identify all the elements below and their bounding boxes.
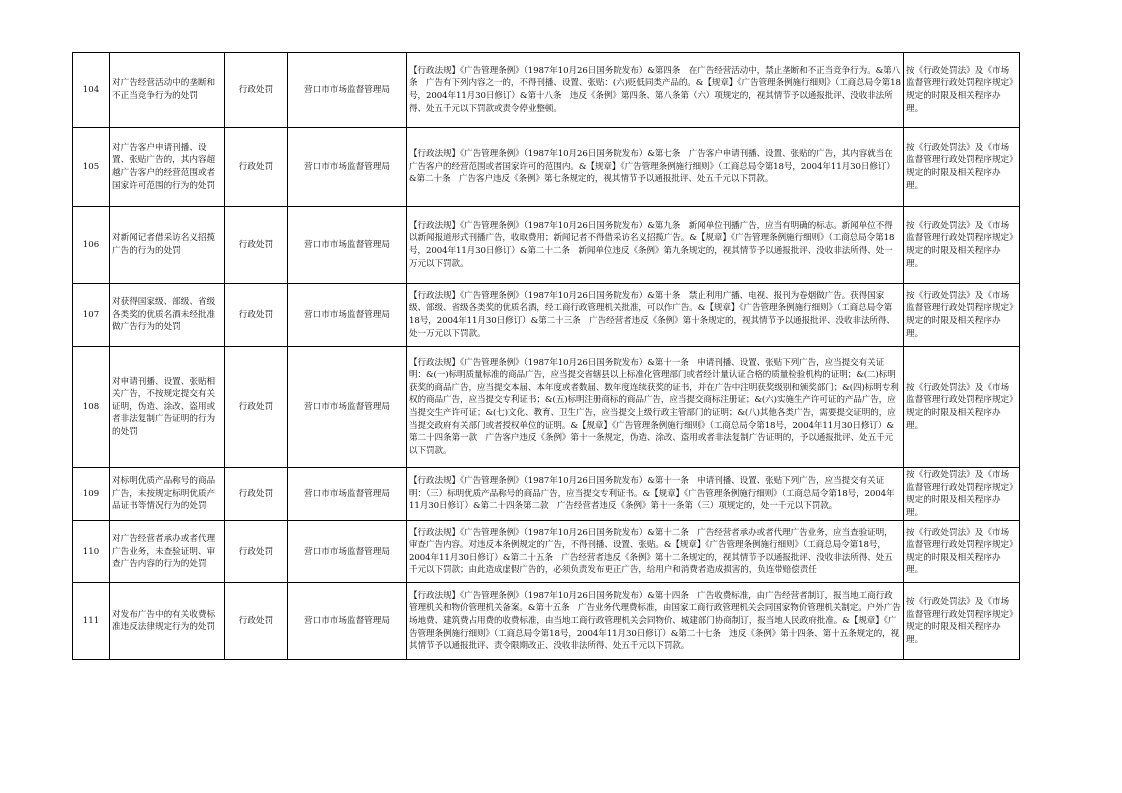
legal-basis: 【行政法规】《广告管理条例》（1987年10月26日国务院发布）&第十四条 广告收费标准，由广告经营者制订，报当地工商行政管理机关和物价管理机关备案。&第十五条 广告业务代理费标准，由国家工商行政管理机关会同国家物价管理机关制定。户外广告场地费、建筑费占用费的收费标准，由当地工商行政管理机关会同物价、城建部门协商制订，报当地人民政府批准。&【规章】《广告管理条例施行细则》（工商总局令第18号，2004年11月30日修订）&第二十七条 违反《条例》第十四条、第十五条规定的，视其情节予以通报批评、责令限期改正、没收非法所得、处五千元以下罚款。 — [407, 583, 904, 660]
item-type: 行政处罚 — [225, 521, 288, 583]
responsible-department: 营口市市场监督管理局 — [288, 207, 407, 284]
responsible-department: 营口市市场监督管理局 — [288, 53, 407, 128]
procedure-note: 按《行政处罚法》及《市场监督管理行政处罚程序规定》规定的时限及相关程序办理。 — [904, 347, 1020, 468]
legal-basis: 【行政法规】《广告管理条例》（1987年10月26日国务院发布）&第九条 新闻单位刊播广告，应当有明确的标志。新闻单位不得以新闻报道形式刊播广告，收取费用；新闻记者不得借采访名义招揽广告。&【规章】《广告管理条例施行细则》（工商总局令第18号，2004年11月30日修订）&第二十二条 新闻单位违反《条例》第九条规定的，视其情节予以通报批评、没收非法所得、处一万元以下罚款。 — [407, 207, 904, 284]
item-type: 行政处罚 — [225, 128, 288, 207]
row-number: 106 — [73, 207, 110, 284]
responsible-department: 营口市市场监督管理局 — [288, 128, 407, 207]
item-type: 行政处罚 — [225, 284, 288, 347]
item-type: 行政处罚 — [225, 207, 288, 284]
legal-basis: 【行政法规】《广告管理条例》（1987年10月26日国务院发布）&第十二条 广告经营者承办或者代理广告业务，应当查验证明，审查广告内容。对违反本条例规定的广告，不得刊播、设置、张贴。&【规章】《广告管理条例施行细则》（工商总局令第18号，2004年11月30日修订）&第二十五条 广告经营者违反《条例》第十二条规定的，视其情节予以通报批评、没收非法所得、处五千元以下罚款；由此造成虚假广告的，必须负责发布更正广告，给用户和消费者造成损害的，负连带赔偿责任 — [407, 521, 904, 583]
row-number: 111 — [73, 583, 110, 660]
legal-basis: 【行政法规】《广告管理条例》（1987年10月26日国务院发布）&第七条 广告客户申请刊播、设置、张贴的广告，其内容就当在广告客户的经营范围或者国家许可的范围内。&【规章】《广告管理条例施行细则》（工商总局令第18号，2004年11月30日修订）&第二十条 广告客户违反《条例》第七条规定的，视其情节予以通报批评、处五千元以下罚款。 — [407, 128, 904, 207]
item-name: 对发布广告中的有关收费标准违反法律规定行为的处罚 — [110, 583, 225, 660]
legal-basis: 【行政法规】《广告管理条例》（1987年10月26日国务院发布）&第四条 在广告经营活动中，禁止垄断和不正当竞争行为。&第八条 广告有下列内容之一的，不得刊播、设置、张贴：(六)贬低同类产品的。&【规章】《广告管理条例施行细则》（工商总局令第18号，2004年11月30日修订）&第十八条 违反《条例》第四条、第八条第（六）项规定的，视其情节予以通报批评、没收非法所得、处五千元以下罚款或责令停业整顿。 — [407, 53, 904, 128]
legal-basis: 【行政法规】《广告管理条例》（1987年10月26日国务院发布）&第十一条 申请刊播、设置、张贴下列广告，应当提交有关证明：&(一)标明质量标准的商品广告，应当提交省辖县以上标准化管理部门或者经计量认证合格的质量检验机构的证明；&(二)标明获奖的商品广告，应当提交本届、本年度或者数届、数年度连续获奖的证书，并在广告中注明获奖级别和颁奖部门；&(四)标明专利权的商品广告，应当提交专利证书；&(五)标明注册商标的商品广告，应当提交商标注册证；&(六)实施生产许可证的产品广告，应当提交生产许可证；&(七)文化、教育、卫生广告，应当提交上级行政主管部门的证明；&(八)其他各类广告，需要提交证明的，应当提交政府有关部门或者授权单位的证明。&【规章】《广告管理条例施行细则》（工商总局令第18号，2004年11月30日修订）&第二十四条第一款 广告客户违反《条例》第十一条规定，伪造、涂改、盗用或者非法复制广告证明的，予以通报批评、处五千元以下罚款。 — [407, 347, 904, 468]
table-row — [73, 207, 1020, 284]
responsible-department: 营口市市场监督管理局 — [288, 468, 407, 521]
legal-basis: 【行政法规】《广告管理条例》（1987年10月26日国务院发布）&第十条 禁止利用广播、电视、报刊为卷烟做广告。获得国家级、部级、省级各类奖的优质名酒，经工商行政管理机关批准，可以作广告。&【规章】《广告管理条例施行细则》（工商总局令第18号，2004年11月30日修订）&第二十三条 广告经营者违反《条例》第十条规定的，视其情节予以通报批评、没收非法所得、处一万元以下罚款。 — [407, 284, 904, 347]
procedure-note: 按《行政处罚法》及《市场监督管理行政处罚程序规定》规定的时限及相关程序办理。 — [904, 207, 1020, 284]
responsible-department: 营口市市场监督管理局 — [288, 284, 407, 347]
item-name: 对广告客户申请刊播、设置、张贴广告的，其内容超越广告客户的经营范围或者国家许可范围的行为的处罚 — [110, 128, 225, 207]
procedure-note: 按《行政处罚法》及《市场监督管理行政处罚程序规定》规定的时限及相关程序办理。 — [904, 583, 1020, 660]
procedure-note: 按《行政处罚法》及《市场监督管理行政处罚程序规定》规定的时限及相关程序办理。 — [904, 53, 1020, 128]
row-number: 110 — [73, 521, 110, 583]
table-row — [73, 53, 1020, 128]
item-name: 对广告经营活动中的垄断和不正当竞争行为的处罚 — [110, 53, 225, 128]
row-number: 107 — [73, 284, 110, 347]
procedure-note: 按《行政处罚法》及《市场监督管理行政处罚程序规定》规定的时限及相关程序办理。 — [904, 128, 1020, 207]
row-number: 104 — [73, 53, 110, 128]
item-type: 行政处罚 — [225, 53, 288, 128]
item-name: 对获得国家级、部级、省级各类奖的优质名酒未经批准做广告行为的处罚 — [110, 284, 225, 347]
table-row — [73, 583, 1020, 660]
row-number: 105 — [73, 128, 110, 207]
responsible-department: 营口市市场监督管理局 — [288, 583, 407, 660]
table-row — [73, 128, 1020, 207]
responsible-department: 营口市市场监督管理局 — [288, 347, 407, 468]
procedure-note: 按《行政处罚法》及《市场监督管理行政处罚程序规定》规定的时限及相关程序办理。 — [904, 468, 1020, 521]
item-table-body — [73, 53, 1020, 660]
item-name: 对新闻记者借采访名义招揽广告的行为的处罚 — [110, 207, 225, 284]
table-row — [73, 284, 1020, 347]
table-row — [73, 347, 1020, 468]
table-row — [73, 468, 1020, 521]
responsible-department: 营口市市场监督管理局 — [288, 521, 407, 583]
item-type: 行政处罚 — [225, 583, 288, 660]
procedure-note: 按《行政处罚法》及《市场监督管理行政处罚程序规定》规定的时限及相关程序办理。 — [904, 521, 1020, 583]
item-type: 行政处罚 — [225, 468, 288, 521]
row-number: 109 — [73, 468, 110, 521]
item-name: 对申请刊播、设置、张贴相关广告，不按规定提交有关证明，伪造、涂改、盗用或者非法复制广告证明的行为的处罚 — [110, 347, 225, 468]
table-row — [73, 521, 1020, 583]
row-number: 108 — [73, 347, 110, 468]
item-name: 对广告经营者承办或者代理广告业务，未查验证明、审查广告内容的行为的处罚 — [110, 521, 225, 583]
item-type: 行政处罚 — [225, 347, 288, 468]
item-table — [72, 52, 1020, 660]
item-name: 对标明优质产品称号的商品广告，未按规定标明优质产品证书等情况行为的处罚 — [110, 468, 225, 521]
procedure-note: 按《行政处罚法》及《市场监督管理行政处罚程序规定》规定的时限及相关程序办理。 — [904, 284, 1020, 347]
legal-basis: 【行政法规】《广告管理条例》（1987年10月26日国务院发布）&第十一条 申请刊播、设置、张贴下列广告，应当提交有关证明：（三）标明优质产品称号的商品广告，应当提交专利证书。&【规章】《广告管理条例施行细则》（工商总局令第18号，2004年11月30日修订）&第二十四条第二款 广告经营者违反《条例》第十一条第（三）项规定的，处一千元以下罚款。 — [407, 468, 904, 521]
